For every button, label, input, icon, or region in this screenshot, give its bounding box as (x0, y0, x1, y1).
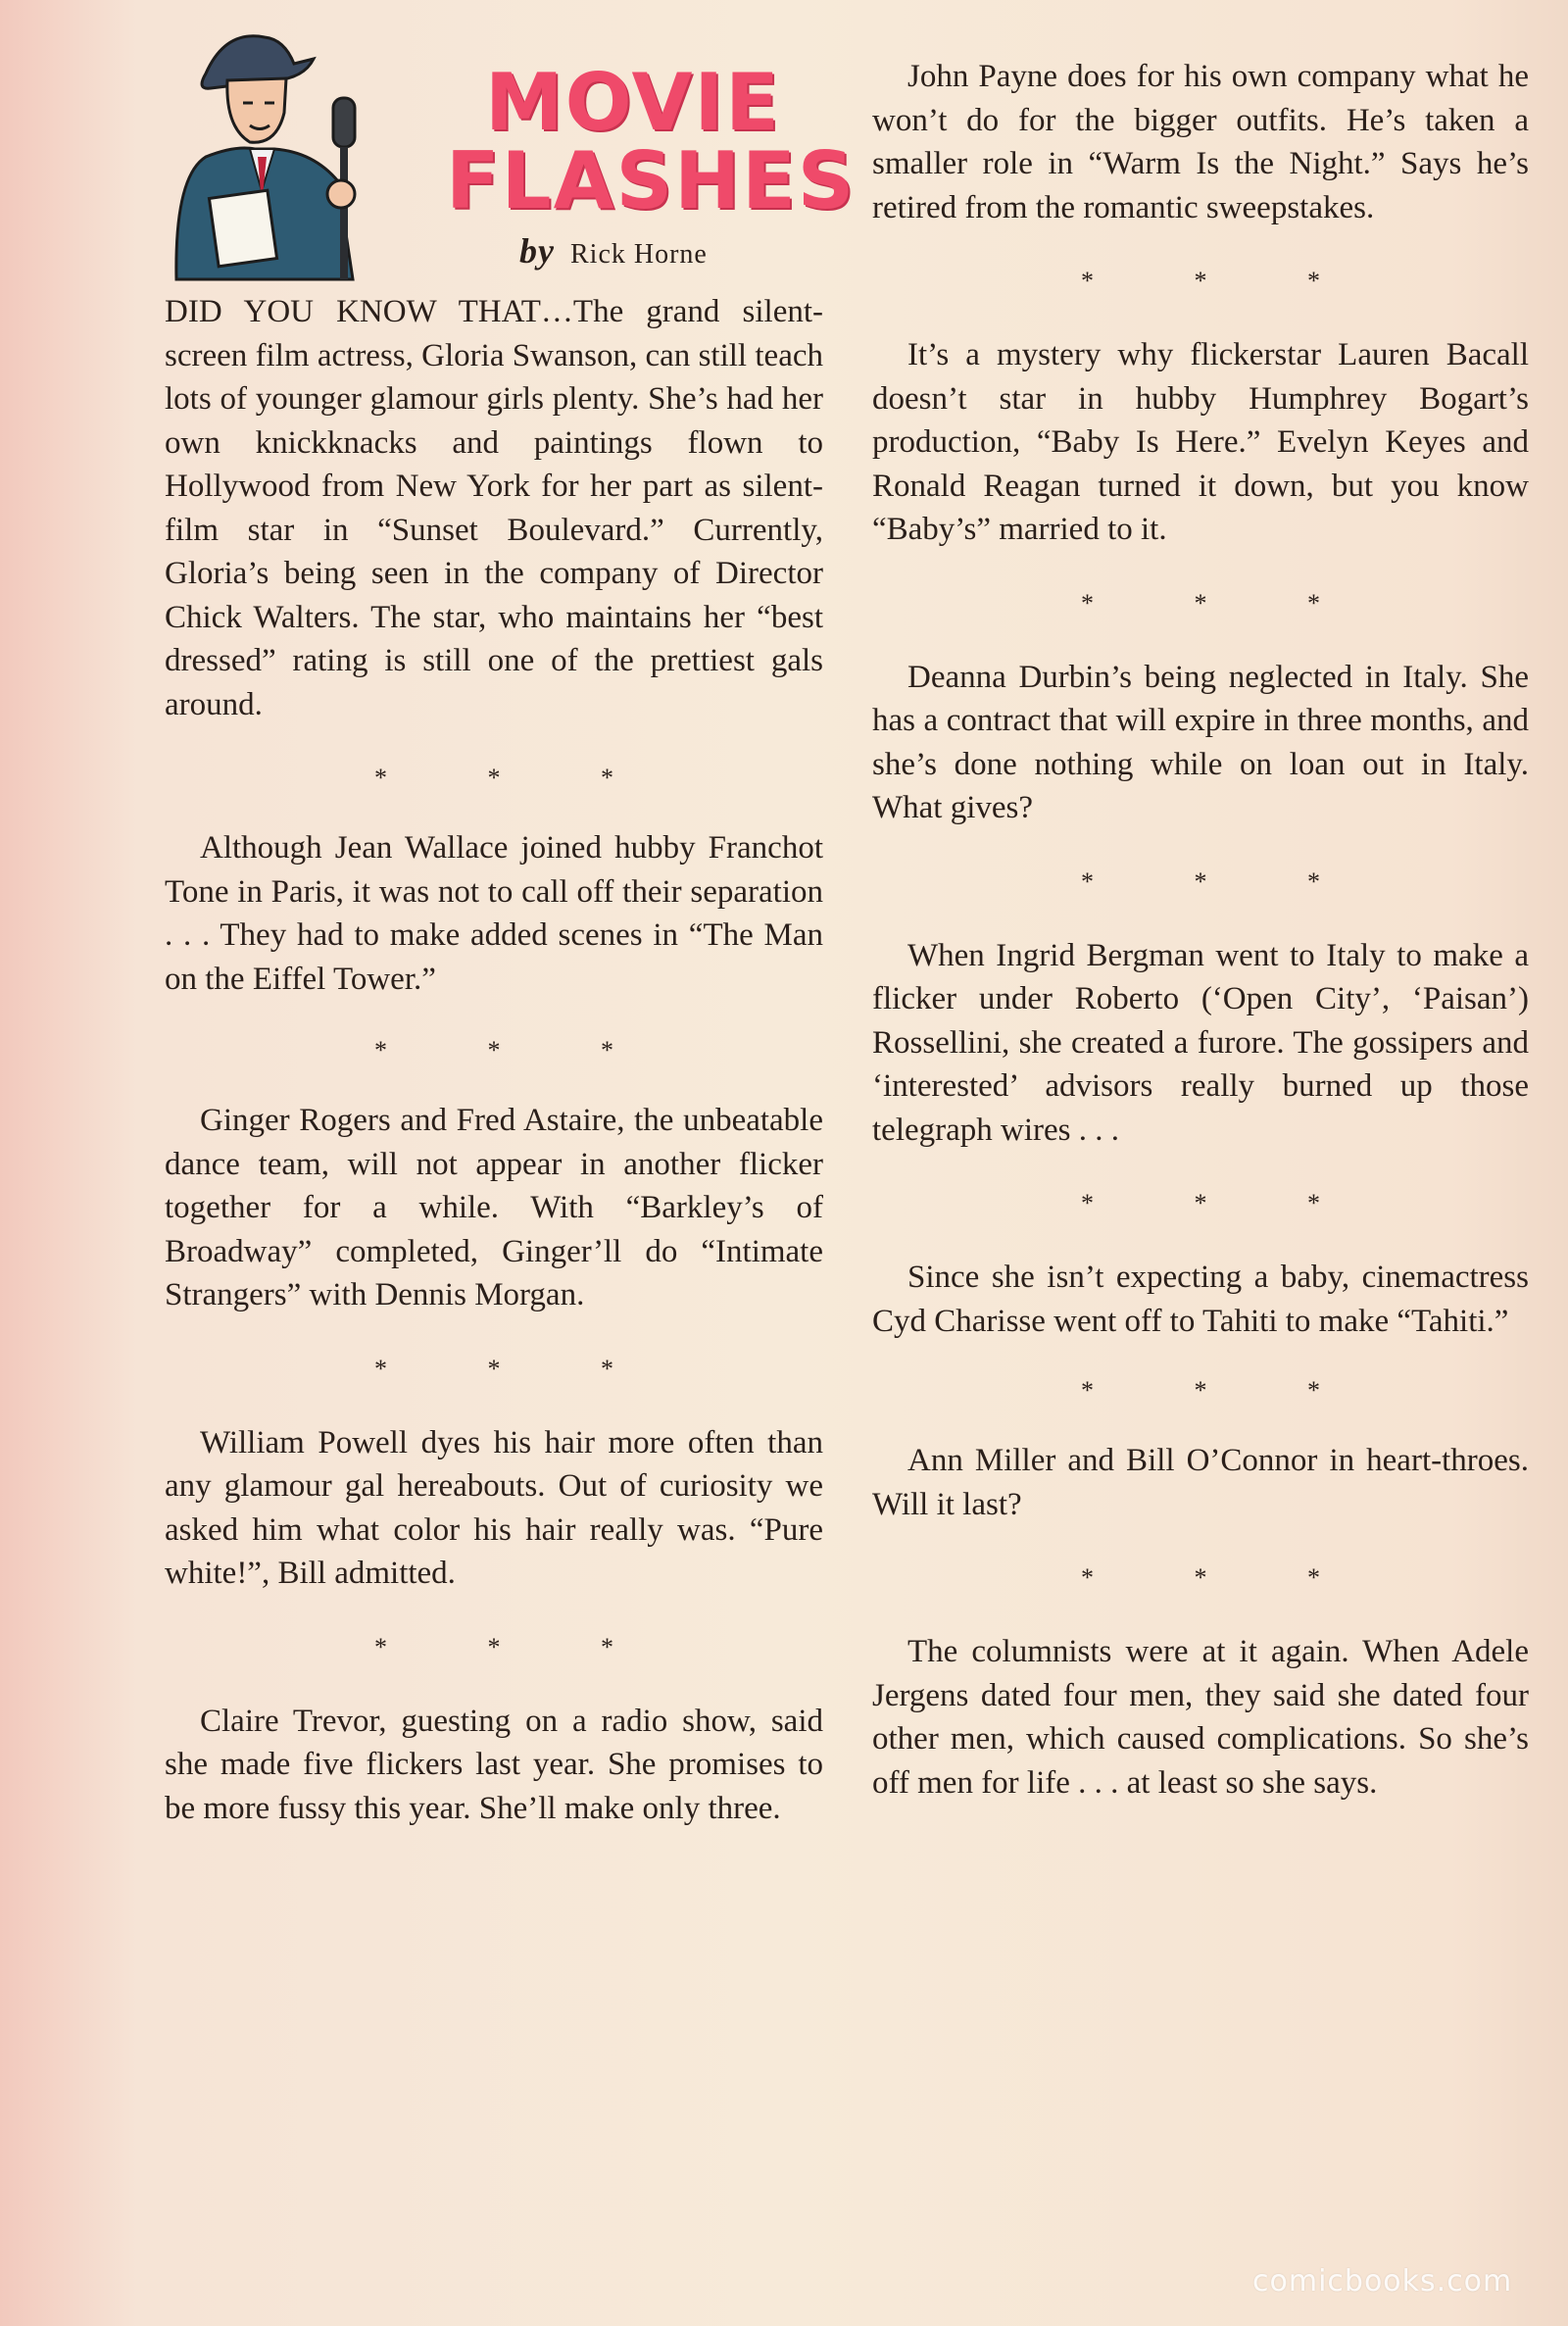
separator-stars: * * * (1081, 588, 1367, 618)
byline-prefix: by (519, 231, 555, 271)
separator-stars: * * * (1081, 1376, 1367, 1405)
byline-author: Rick Horne (569, 239, 708, 270)
article-item (872, 333, 1529, 552)
item-text: Although Jean Wallace joined hubby Franchot Tone in Paris, it was not to call off their separation . . . They had to make added scenes in “The Man on the Eiffel Tower.” (165, 830, 823, 997)
item-text: John Payne does for his own company what he won’t do for the bigger outfits. He’s taken a smaller role in “Warm Is the Night.” Says he’s retired from the romantic sweepstakes. (872, 59, 1529, 225)
item-text: Since she isn’t expecting a baby, cinemactress Cyd Charisse went off to Tahiti to make “Tahiti.” (872, 1260, 1529, 1339)
separator-stars: * * * (1081, 1189, 1367, 1217)
article-item (165, 1700, 823, 1831)
item-text: When Ingrid Bergman went to Italy to make a flicker under Roberto (‘Open City’, ‘Paisan’) Rossellini, she created a furore. The gossipers and ‘interested’ advisors really burned up those telegraph wires . . . (872, 937, 1529, 1148)
article-item (165, 290, 823, 726)
left-column (165, 290, 823, 1830)
separator-stars: * * * (1081, 866, 1367, 896)
item-text: The columnists were at it again. When Adele Jergens dated four men, they said she dated four other men, which caused complications. So she’s off men for life . . . at least so she says. (872, 1634, 1529, 1801)
item-text: It’s a mystery why flickerstar Lauren Bacall doesn’t star in hubby Humphrey Bogart’s production, “Baby Is Here.” Evelyn Keyes and Ronald Reagan turned it down, but you know “Baby’s” married to it. (872, 337, 1529, 547)
column-header (167, 20, 857, 284)
separator-stars: * * * (1081, 267, 1367, 295)
article-item (165, 1099, 823, 1317)
article-item (165, 1421, 823, 1596)
item-text: William Powell dyes his hair more often than any glamour gal hereabouts. Out of curiosity we asked him what color his hair really was. “Pure white!”, Bill admitted. (165, 1424, 823, 1591)
source-watermark: comicbooks.com (1252, 2264, 1513, 2299)
separator-stars: * * * (374, 1632, 661, 1661)
separator-stars: * * * (374, 1036, 661, 1064)
item-text: Claire Trevor, guesting on a radio show, said she made five flickers last year. She promises to be more fussy this year. She’ll make only three. (165, 1703, 823, 1826)
item-text: Ann Miller and Bill O’Connor in heart-throes. Will it last? (872, 1443, 1529, 1522)
article-item (872, 55, 1529, 229)
title-line-2: FLASHES (446, 135, 857, 226)
item-text: Ginger Rogers and Fred Astaire, the unbeatable dance team, will not appear in another flicker together for a while. With “Barkley’s of Broadway” completed, Ginger’ll do “Intimate Strangers” with Dennis Morgan. (165, 1103, 823, 1312)
article-item (872, 656, 1529, 830)
article-item (872, 1630, 1529, 1805)
title-line-1: MOVIE (485, 57, 781, 148)
right-column (872, 55, 1529, 1805)
byline (519, 230, 708, 272)
separator-stars: * * * (1081, 1563, 1367, 1592)
host-illustration (167, 20, 392, 284)
article-item (872, 1256, 1529, 1343)
separator-stars: * * * (374, 1354, 661, 1383)
article-item (872, 934, 1529, 1153)
separator-stars: * * * (374, 764, 661, 792)
item-text: DID YOU KNOW THAT…The grand silent-screen film actress, Gloria Swanson, can still teach lots of younger glamour girls plenty. She’s had her own knickknacks and paintings flown to Hollywood from New York for her part as silent-film star in “Sunset Boulevard.” Currently, Gloria’s being seen in the company of Director Chick Walters. The star, who maintains her “best dressed” rating is still one of the prettiest gals around. (165, 294, 823, 722)
item-text: Deanna Durbin’s being neglected in Italy. She has a contract that will expire in three months, and she’s done nothing while on loan out in Italy. What gives? (872, 659, 1529, 825)
article-item (872, 1439, 1529, 1526)
article-item (165, 826, 823, 1001)
